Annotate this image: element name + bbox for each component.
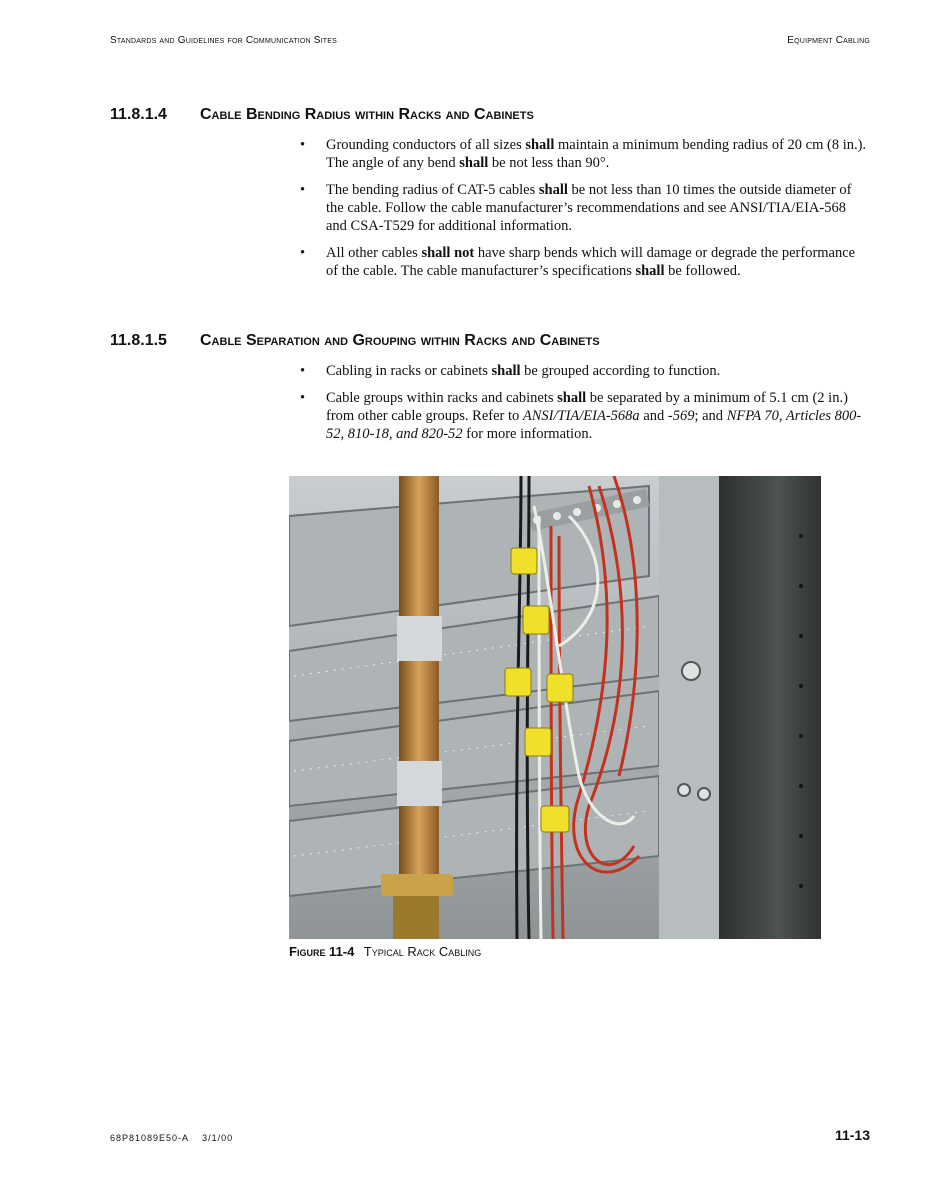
text-run: The bending radius of CAT-5 cables (326, 182, 539, 198)
figure-title: Typical Rack Cabling (363, 944, 482, 959)
text-run: -569 (667, 408, 695, 424)
rack-rail (714, 476, 821, 939)
section-title: Cable Bending Radius within Racks and Cabinets (200, 106, 534, 123)
rack-cabling-illustration (289, 476, 821, 939)
bullet-item (300, 181, 870, 235)
text-run: for more information. (462, 426, 593, 442)
text-run: shall (538, 182, 568, 198)
text-run: Cabling in racks or cabinets (326, 363, 492, 379)
rack-cabling-photo (289, 476, 821, 939)
section-title: Cable Separation and Grouping within Racks and Cabinets (200, 332, 600, 349)
text-run: NFPA 70, Articles 800-52, 810-18, and 820-52 (326, 408, 862, 442)
text-run: shall (557, 390, 587, 406)
text-run: be grouped according to function. (520, 363, 721, 379)
doc-number: 68P81089E50-A (110, 1133, 189, 1143)
ground-bar (399, 476, 439, 616)
doc-date: 3/1/00 (202, 1133, 234, 1143)
text-run: shall (491, 363, 521, 379)
page-number: 11-13 (834, 1127, 870, 1143)
running-head-right: Equipment Cabling (787, 35, 870, 46)
text-run: have sharp bends which will damage or degrade the performance of the cable. The cable manufacturer’s specifications (326, 245, 856, 279)
text-run: be not less than 10 times the outside diameter of the cable. Follow the cable manufacturer’s recommendations and see ANSI/TIA/EIA-568 and CSA-T529 for additional information. (326, 182, 852, 234)
bullet-item (300, 362, 870, 380)
section-heading (110, 332, 600, 350)
text-run: All other cables (326, 245, 422, 261)
bullet-item (300, 244, 870, 280)
section-number: 11.8.1.4 (110, 106, 167, 123)
text-run: shall (635, 263, 665, 279)
bullet-item (300, 389, 870, 443)
text-run: shall (525, 137, 555, 153)
bullet-list (300, 362, 870, 452)
bullet-item (300, 136, 870, 172)
text-run: shall (459, 155, 489, 171)
text-run: maintain a minimum bending radius of 20 cm (8 in.). The angle of any bend (326, 137, 867, 171)
text-run: and (639, 408, 668, 424)
text-run: ; and (694, 408, 727, 424)
text-run: be not less than 90°. (488, 155, 610, 171)
section-number: 11.8.1.5 (110, 332, 167, 349)
text-run: Cable groups within racks and cabinets (326, 390, 558, 406)
figure-label: Figure 11-4 (289, 944, 355, 959)
bullet-list (300, 136, 870, 289)
text-run: shall not (421, 245, 475, 261)
text-run: be separated by a minimum of 5.1 cm (2 in.) from other cable groups. Refer to (326, 390, 848, 424)
text-run: be followed. (664, 263, 741, 279)
text-run: ANSI/TIA/EIA-568a (522, 408, 640, 424)
section-heading (110, 106, 534, 124)
figure-caption (289, 944, 481, 959)
text-run: Grounding conductors of all sizes (326, 137, 526, 153)
running-head-left: Standards and Guidelines for Communication Sites (110, 35, 337, 46)
footer-doc-info (110, 1133, 233, 1143)
